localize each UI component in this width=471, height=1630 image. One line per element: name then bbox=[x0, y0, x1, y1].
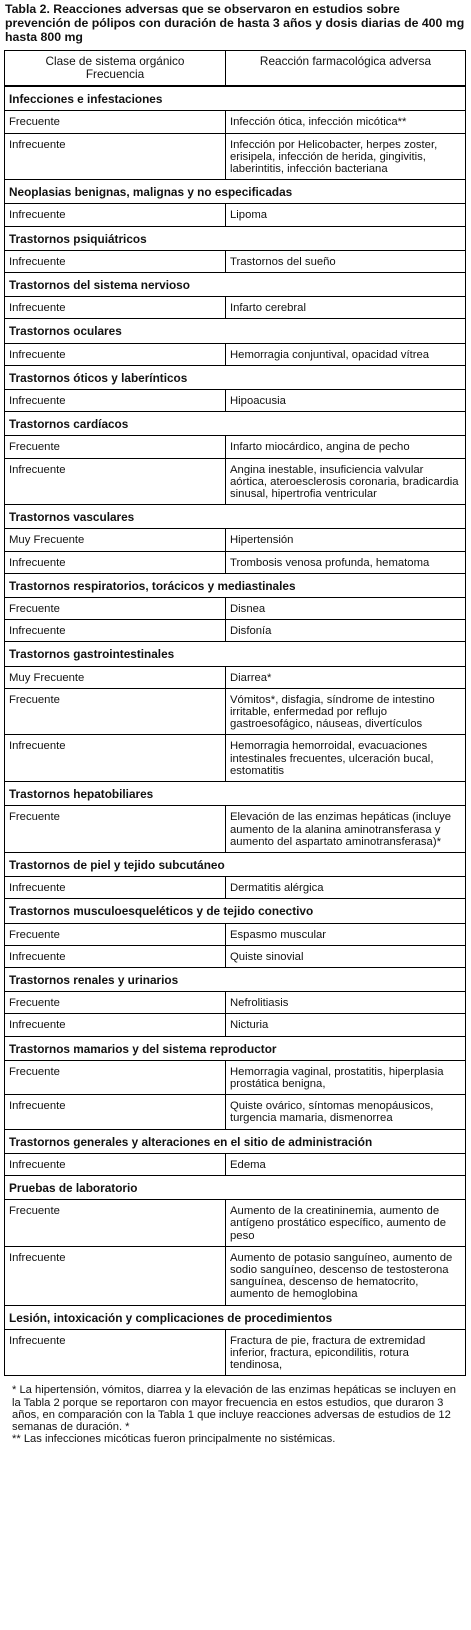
reaction-cell: Hipertensión bbox=[226, 529, 466, 551]
reaction-cell: Fractura de pie, fractura de extremidad inferior, fractura, epicondilitis, rotura tendinosa, bbox=[226, 1329, 466, 1376]
section-header-row bbox=[5, 782, 466, 806]
reaction-cell: Aumento de potasio sanguíneo, aumento de sodio sanguíneo, descenso de testosterona sanguínea, descenso de hematocrito, aumento de hemoglobina bbox=[226, 1246, 466, 1305]
reaction-cell: Vómitos*, disfagia, síndrome de intestino irritable, enfermedad por reflujo gastroesofágico, náuseas, divertículos bbox=[226, 688, 466, 735]
section-title: Trastornos renales y urinarios bbox=[5, 967, 466, 991]
section-title: Trastornos mamarios y del sistema reproductor bbox=[5, 1036, 466, 1060]
section-header-row bbox=[5, 226, 466, 250]
reaction-cell: Trombosis venosa profunda, hematoma bbox=[226, 551, 466, 573]
section-title: Trastornos del sistema nervioso bbox=[5, 273, 466, 297]
reaction-cell: Diarrea* bbox=[226, 666, 466, 688]
table-row bbox=[5, 945, 466, 967]
section-header-row bbox=[5, 1175, 466, 1199]
section-header-row bbox=[5, 365, 466, 389]
table-row bbox=[5, 133, 466, 180]
header-organ-class bbox=[5, 51, 226, 87]
table-row bbox=[5, 458, 466, 505]
table-row bbox=[5, 877, 466, 899]
table-row bbox=[5, 529, 466, 551]
table-row bbox=[5, 1246, 466, 1305]
section-title: Trastornos cardíacos bbox=[5, 412, 466, 436]
table-row bbox=[5, 390, 466, 412]
table-row bbox=[5, 436, 466, 458]
reaction-cell: Angina inestable, insuficiencia valvular aórtica, ateroesclerosis coronaria, bradicardia sinusal, hipertrofia ventricular bbox=[226, 458, 466, 505]
adverse-reactions-table bbox=[4, 50, 466, 1376]
reaction-cell: Disnea bbox=[226, 598, 466, 620]
frequency-cell: Frecuente bbox=[5, 688, 226, 735]
table-row bbox=[5, 250, 466, 272]
section-header-row bbox=[5, 1036, 466, 1060]
section-title: Trastornos óticos y laberínticos bbox=[5, 365, 466, 389]
frequency-cell: Frecuente bbox=[5, 111, 226, 133]
frequency-cell: Muy Frecuente bbox=[5, 666, 226, 688]
table-row bbox=[5, 551, 466, 573]
section-title: Neoplasias benignas, malignas y no especificadas bbox=[5, 180, 466, 204]
section-header-row bbox=[5, 852, 466, 876]
frequency-cell: Muy Frecuente bbox=[5, 529, 226, 551]
table-row bbox=[5, 1014, 466, 1036]
table-row bbox=[5, 735, 466, 782]
frequency-cell: Frecuente bbox=[5, 1060, 226, 1094]
section-header-row bbox=[5, 573, 466, 597]
reaction-cell: Disfonía bbox=[226, 620, 466, 642]
section-title: Trastornos vasculares bbox=[5, 505, 466, 529]
frequency-cell: Frecuente bbox=[5, 992, 226, 1014]
frequency-cell: Infrecuente bbox=[5, 551, 226, 573]
section-title: Trastornos hepatobiliares bbox=[5, 782, 466, 806]
frequency-cell: Infrecuente bbox=[5, 945, 226, 967]
section-title: Trastornos de piel y tejido subcutáneo bbox=[5, 852, 466, 876]
frequency-cell: Frecuente bbox=[5, 1200, 226, 1247]
table-row bbox=[5, 666, 466, 688]
table-row bbox=[5, 1153, 466, 1175]
footnote-1: * La hipertensión, vómitos, diarrea y la elevación de las enzimas hepáticas se incluyen en la Tabla 2 porque se reportaron con mayor frecuencia en estos estudios, que duraron 3 años, en comparación con la Tabla 1 que incluye reacciones adversas de estudios de 12 semanas de duración. * bbox=[12, 1384, 457, 1433]
frequency-cell: Infrecuente bbox=[5, 735, 226, 782]
section-header-row bbox=[5, 86, 466, 111]
section-header-row bbox=[5, 1305, 466, 1329]
frequency-cell: Infrecuente bbox=[5, 620, 226, 642]
section-title: Trastornos oculares bbox=[5, 319, 466, 343]
frequency-cell: Infrecuente bbox=[5, 297, 226, 319]
frequency-cell: Infrecuente bbox=[5, 458, 226, 505]
table-body bbox=[5, 86, 466, 1376]
frequency-cell: Infrecuente bbox=[5, 1095, 226, 1129]
table-row bbox=[5, 806, 466, 853]
reaction-cell: Espasmo muscular bbox=[226, 923, 466, 945]
table-row bbox=[5, 992, 466, 1014]
section-header-row bbox=[5, 180, 466, 204]
reaction-cell: Dermatitis alérgica bbox=[226, 877, 466, 899]
reaction-cell: Edema bbox=[226, 1153, 466, 1175]
reaction-cell: Hipoacusia bbox=[226, 390, 466, 412]
reaction-cell: Nefrolitiasis bbox=[226, 992, 466, 1014]
section-title: Trastornos respiratorios, torácicos y mediastinales bbox=[5, 573, 466, 597]
reaction-cell: Aumento de la creatininemia, aumento de antígeno prostático específico, aumento de peso bbox=[226, 1200, 466, 1247]
footnotes bbox=[12, 1384, 466, 1445]
reaction-cell: Quiste ovárico, síntomas menopáusicos, turgencia mamaria, dismenorrea bbox=[226, 1095, 466, 1129]
section-header-row bbox=[5, 967, 466, 991]
frequency-cell: Infrecuente bbox=[5, 877, 226, 899]
table-row bbox=[5, 688, 466, 735]
table-row bbox=[5, 343, 466, 365]
frequency-cell: Infrecuente bbox=[5, 250, 226, 272]
table-row bbox=[5, 620, 466, 642]
footnote-2: ** Las infecciones micóticas fueron principalmente no sistémicas. bbox=[12, 1433, 336, 1446]
frequency-cell: Frecuente bbox=[5, 436, 226, 458]
frequency-cell: Infrecuente bbox=[5, 1153, 226, 1175]
reaction-cell: Hemorragia conjuntival, opacidad vítrea bbox=[226, 343, 466, 365]
section-title: Infecciones e infestaciones bbox=[5, 86, 466, 111]
reaction-cell: Hemorragia hemorroidal, evacuaciones intestinales frecuentes, ulceración bucal, estomatitis bbox=[226, 735, 466, 782]
table-row bbox=[5, 1060, 466, 1094]
section-header-row bbox=[5, 319, 466, 343]
section-header-row bbox=[5, 273, 466, 297]
section-title: Trastornos gastrointestinales bbox=[5, 642, 466, 666]
table-header bbox=[5, 51, 466, 87]
frequency-cell: Infrecuente bbox=[5, 204, 226, 226]
section-title: Trastornos psiquiátricos bbox=[5, 226, 466, 250]
reaction-cell: Infarto cerebral bbox=[226, 297, 466, 319]
reaction-cell: Elevación de las enzimas hepáticas (incluye aumento de la alanina aminotransferasa y aumento del aspartato aminotransferasa)* bbox=[226, 806, 466, 853]
reaction-cell: Hemorragia vaginal, prostatitis, hiperplasia prostática benigna, bbox=[226, 1060, 466, 1094]
section-header-row bbox=[5, 505, 466, 529]
header-adverse-reaction: Reacción farmacológica adversa bbox=[226, 51, 466, 87]
section-header-row bbox=[5, 1129, 466, 1153]
section-header-row bbox=[5, 412, 466, 436]
document bbox=[4, 0, 466, 1445]
section-title: Lesión, intoxicación y complicaciones de procedimientos bbox=[5, 1305, 466, 1329]
table-row bbox=[5, 923, 466, 945]
section-header-row bbox=[5, 899, 466, 923]
table-row bbox=[5, 1095, 466, 1129]
section-title: Trastornos musculoesqueléticos y de tejido conectivo bbox=[5, 899, 466, 923]
frequency-cell: Infrecuente bbox=[5, 1329, 226, 1376]
header-frequency-label: Frecuencia bbox=[85, 66, 145, 81]
reaction-cell: Quiste sinovial bbox=[226, 945, 466, 967]
section-title: Pruebas de laboratorio bbox=[5, 1175, 466, 1199]
table-row bbox=[5, 1200, 466, 1247]
table-row bbox=[5, 297, 466, 319]
table-row bbox=[5, 204, 466, 226]
frequency-cell: Infrecuente bbox=[5, 133, 226, 180]
table-row bbox=[5, 598, 466, 620]
frequency-cell: Frecuente bbox=[5, 806, 226, 853]
reaction-cell: Infección ótica, infección micótica** bbox=[226, 111, 466, 133]
reaction-cell: Nicturia bbox=[226, 1014, 466, 1036]
reaction-cell: Trastornos del sueño bbox=[226, 250, 466, 272]
frequency-cell: Frecuente bbox=[5, 923, 226, 945]
section-title: Trastornos generales y alteraciones en el sitio de administración bbox=[5, 1129, 466, 1153]
section-header-row bbox=[5, 642, 466, 666]
frequency-cell: Infrecuente bbox=[5, 343, 226, 365]
table-title: Tabla 2. Reacciones adversas que se observaron en estudios sobre prevención de pólipos con duración de hasta 3 años y dosis diarias de 400 mg hasta 800 mg bbox=[5, 2, 465, 44]
frequency-cell: Infrecuente bbox=[5, 1246, 226, 1305]
reaction-cell: Lipoma bbox=[226, 204, 466, 226]
frequency-cell: Infrecuente bbox=[5, 390, 226, 412]
table-row bbox=[5, 111, 466, 133]
table-row bbox=[5, 1329, 466, 1376]
frequency-cell: Frecuente bbox=[5, 598, 226, 620]
header-organ-class-label: Clase de sistema orgánico bbox=[45, 54, 185, 68]
frequency-cell: Infrecuente bbox=[5, 1014, 226, 1036]
reaction-cell: Infarto miocárdico, angina de pecho bbox=[226, 436, 466, 458]
reaction-cell: Infección por Helicobacter, herpes zoster, erisipela, infección de herida, gingivitis, laberintitis, infección bacteriana bbox=[226, 133, 466, 180]
